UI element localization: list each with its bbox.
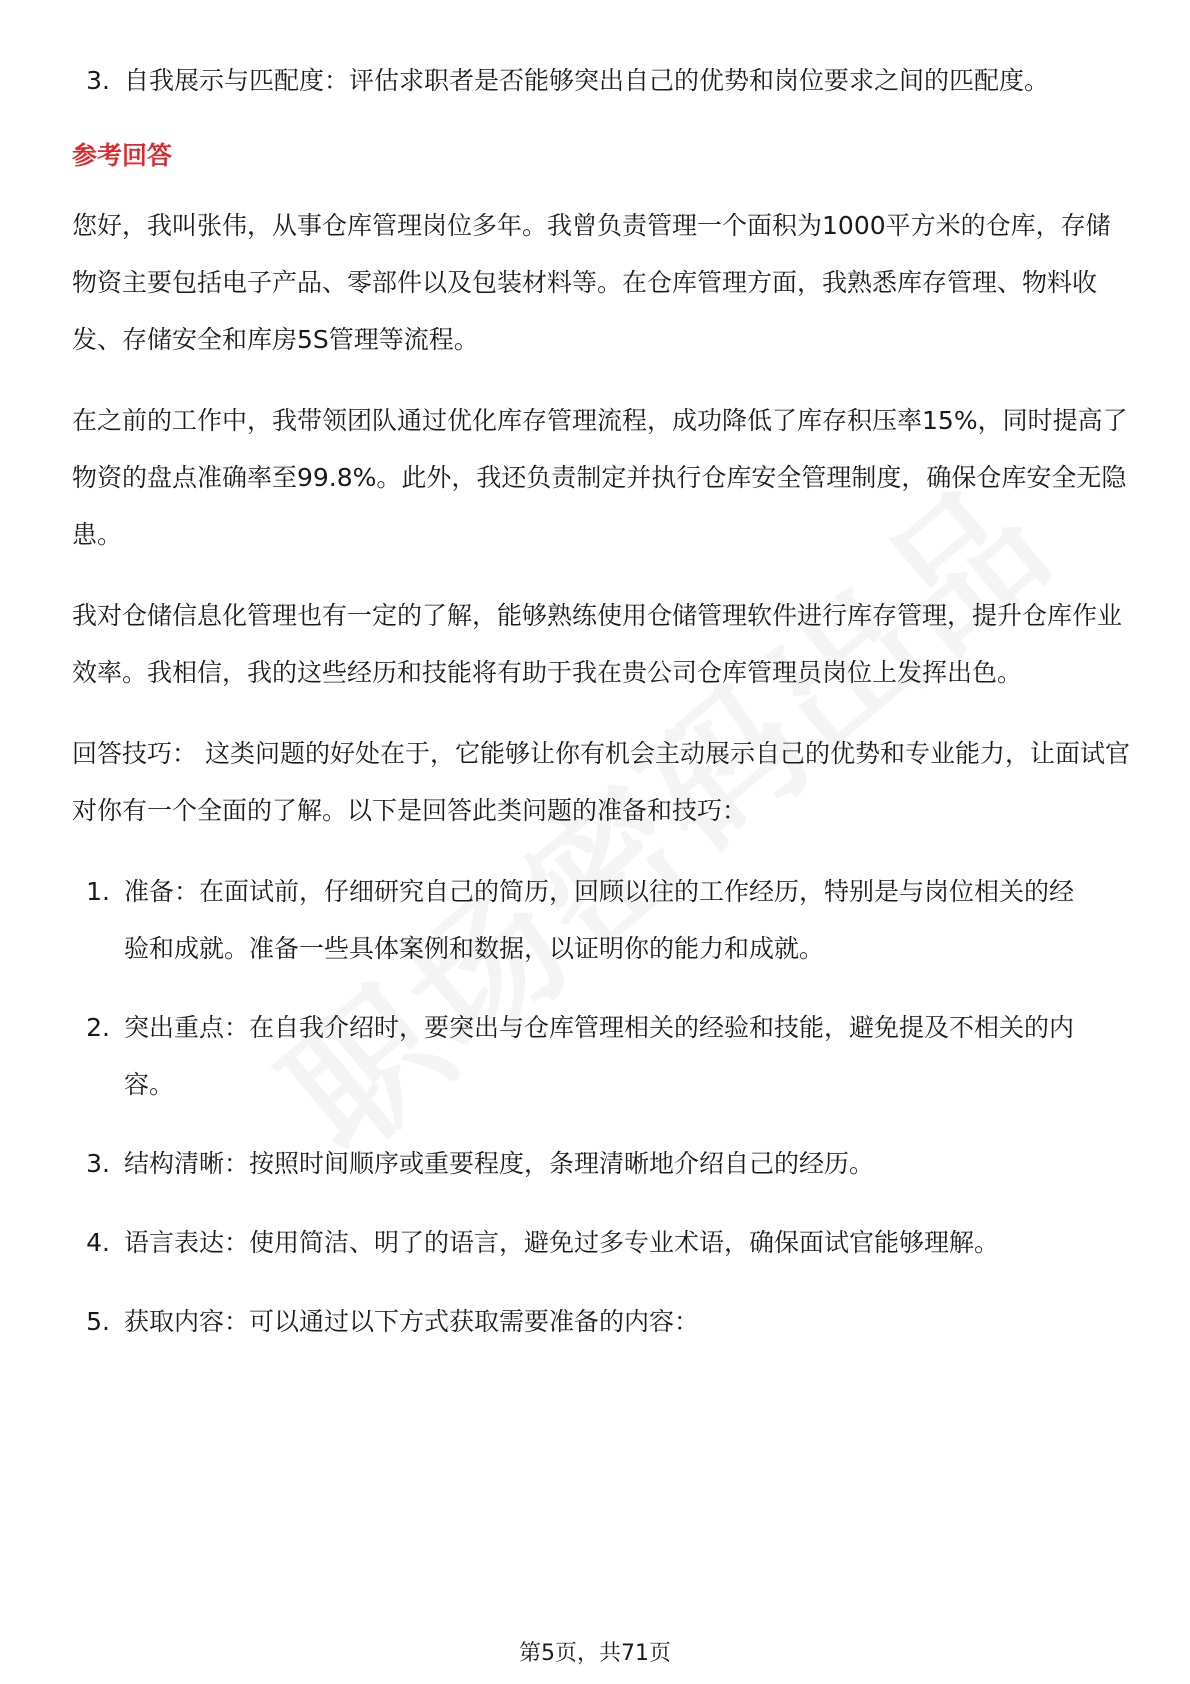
list-number: 4. (86, 1228, 110, 1257)
list-text: 自我展示与匹配度：评估求职者是否能够突出自己的优势和岗位要求之间的匹配度。 (124, 66, 1050, 95)
list-number: 2. (86, 1013, 110, 1042)
paragraph-achievements: 在之前的工作中，我带领团队通过优化库存管理流程，成功降低了库存积压率15%，同时提高了物资的盘点准确率至99.8%。此外，我还负责制定并执行仓库安全管理制度，确保仓库安全无隐患。 (72, 406, 1128, 549)
list-text: 获取内容：可以通过以下方式获取需要准备的内容： (124, 1307, 700, 1336)
list-text: 准备：在面试前，仔细研究自己的简历，回顾以往的工作经历，特别是与岗位相关的经验和成就。准备一些具体案例和数据，以证明你的能力和成就。 (124, 877, 1075, 963)
paragraph-skills: 我对仓储信息化管理也有一定的了解，能够熟练使用仓储管理软件进行库存管理，提升仓库作业效率。我相信，我的这些经历和技能将有助于我在贵公司仓库管理员岗位上发挥出色。 (72, 601, 1123, 687)
page-footer: 第5页，共71页 (519, 1641, 671, 1666)
list-text: 结构清晰：按照时间顺序或重要程度，条理清晰地介绍自己的经历。 (124, 1149, 875, 1178)
tip-item-3 (72, 1135, 1132, 1192)
list-number: 3. (86, 1149, 110, 1178)
list-number: 1. (86, 877, 110, 906)
list-text: 语言表达：使用简洁、明了的语言，避免过多专业术语，确保面试官能够理解。 (124, 1228, 1000, 1257)
list-text: 突出重点：在自我介绍时，要突出与仓库管理相关的经验和技能，避免提及不相关的内容。 (124, 1013, 1075, 1099)
paragraph-tips-intro: 回答技巧： 这类问题的好处在于，它能够让你有机会主动展示自己的优势和专业能力，让面试官对你有一个全面的了解。以下是回答此类问题的准备和技巧： (72, 739, 1130, 825)
tip-item-4 (72, 1214, 1132, 1271)
list-item-top (72, 52, 1132, 109)
tip-item-5 (72, 1293, 1132, 1350)
list-number: 5. (86, 1307, 110, 1336)
list-number: 3. (86, 66, 110, 95)
tip-item-1 (72, 863, 1132, 977)
tip-item-2 (72, 999, 1132, 1113)
page-content (72, 52, 1132, 1372)
section-title: 参考回答 (72, 141, 173, 170)
paragraph-intro: 您好，我叫张伟，从事仓库管理岗位多年。我曾负责管理一个面积为1000平方米的仓库，存储物资主要包括电子产品、零部件以及包装材料等。在仓库管理方面，我熟悉库存管理、物料收发、存储安全和库房5S管理等流程。 (72, 211, 1111, 354)
